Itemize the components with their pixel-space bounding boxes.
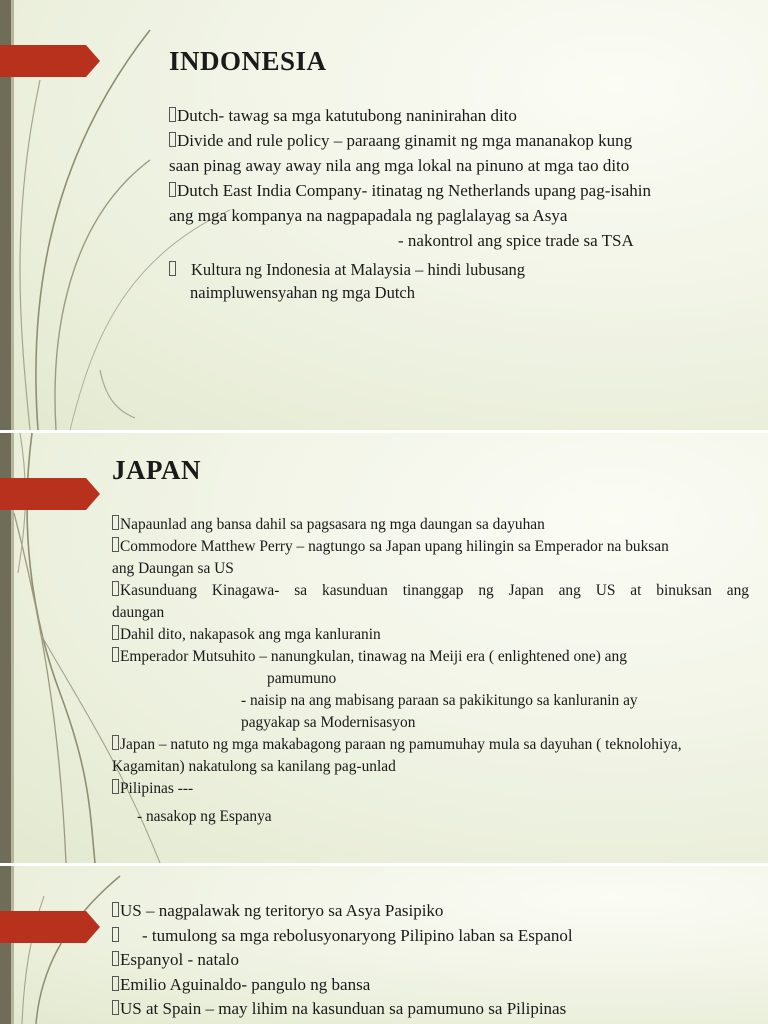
list-item-continuation: pagyakap sa Modernisasyon xyxy=(241,714,416,731)
bullet-list-secondary xyxy=(169,258,729,304)
bullet-box-icon xyxy=(112,779,119,794)
list-item: US – nagpalawak ng teritoryo sa Asya Pasipiko xyxy=(112,899,752,924)
bullet-box-icon xyxy=(112,927,119,942)
list-item: Emilio Aguinaldo- pangulo ng bansa xyxy=(112,973,752,998)
list-item-continuation: naimpluwensyahan ng mga Dutch xyxy=(190,283,415,302)
list-item: Kasunduang Kinagawa- sa kasunduan tinanggap ng Japan ang US at binuksan ang xyxy=(112,580,749,602)
bullet-box-icon xyxy=(169,132,176,147)
bullet-list xyxy=(112,514,749,828)
list-item: Dutch- tawag sa mga katutubong naninirahan dito xyxy=(169,103,749,128)
bullet-box-icon xyxy=(112,735,119,750)
slide-us xyxy=(0,866,768,1024)
bullet-box-icon xyxy=(169,261,176,276)
slide-indonesia xyxy=(0,0,768,430)
list-item-continuation: Kagamitan) nakatulong sa kanilang pag-unlad xyxy=(112,758,396,775)
bullet-box-icon xyxy=(112,515,119,530)
bullet-box-icon xyxy=(112,647,119,662)
bullet-box-icon xyxy=(112,976,119,991)
slide-title: JAPAN xyxy=(112,455,201,485)
list-item-subpoint: - nasakop ng Espanya xyxy=(137,808,272,825)
bullet-box-icon xyxy=(169,107,176,122)
bullet-list xyxy=(112,899,752,1022)
bullet-box-icon xyxy=(169,182,176,197)
list-item: Pilipinas --- xyxy=(112,778,749,800)
slide-sidebar xyxy=(0,866,11,1024)
list-item: Napaunlad ang bansa dahil sa pagsasara ng mga daungan sa dayuhan xyxy=(112,514,749,536)
list-item-subpoint: - naisip na ang mabisang paraan sa pakikitungo sa kanluranin ay xyxy=(241,692,638,709)
bullet-box-icon xyxy=(112,1000,119,1015)
bullet-box-icon xyxy=(112,581,119,596)
list-item: Kultura ng Indonesia at Malaysia – hindi lubusang xyxy=(169,258,729,281)
bullet-box-icon xyxy=(112,537,119,552)
bullet-box-icon xyxy=(112,625,119,640)
title-tab-shape xyxy=(0,478,100,510)
slide-title: INDONESIA xyxy=(169,46,327,76)
list-item: US at Spain – may lihim na kasunduan sa pamumuno sa Pilipinas xyxy=(112,997,752,1022)
list-item-continuation: pamumuno xyxy=(267,670,337,687)
bullet-box-icon xyxy=(112,951,119,966)
list-item-continuation: ang Daungan sa US xyxy=(112,560,234,577)
list-item: Divide and rule policy – paraang ginamit ng mga mananakop kung xyxy=(169,128,749,153)
slide-sidebar-stripe xyxy=(11,866,14,1024)
slide-japan xyxy=(0,433,768,863)
title-tab-shape xyxy=(0,45,100,77)
list-item: Dutch East India Company- itinatag ng Netherlands upang pag-isahin xyxy=(169,178,749,203)
list-item-continuation: daungan xyxy=(112,604,165,621)
list-item: Dahil dito, nakapasok ang mga kanluranin xyxy=(112,624,749,646)
list-item: Espanyol - natalo xyxy=(112,948,752,973)
list-item: Emperador Mutsuhito – nanungkulan, tinawag na Meiji era ( enlightened one) ang xyxy=(112,646,749,668)
bullet-box-icon xyxy=(112,902,119,917)
list-item-continuation: ang mga kompanya na nagpapadala ng paglalayag sa Asya xyxy=(169,206,568,225)
list-item-continuation: saan pinag away away nila ang mga lokal na pinuno at mga tao dito xyxy=(169,156,630,175)
list-item: - tumulong sa mga rebolusyonaryong Pilipino laban sa Espanol xyxy=(112,924,752,949)
list-item: Japan – natuto ng mga makabagong paraan ng pamumuhay mula sa dayuhan ( teknolohiya, xyxy=(112,734,749,756)
list-item-subpoint: - nakontrol ang spice trade sa TSA xyxy=(398,231,634,250)
bullet-list xyxy=(169,103,749,253)
list-item: Commodore Matthew Perry – nagtungo sa Japan upang hilingin sa Emperador na buksan xyxy=(112,536,749,558)
title-tab-shape xyxy=(0,911,100,943)
